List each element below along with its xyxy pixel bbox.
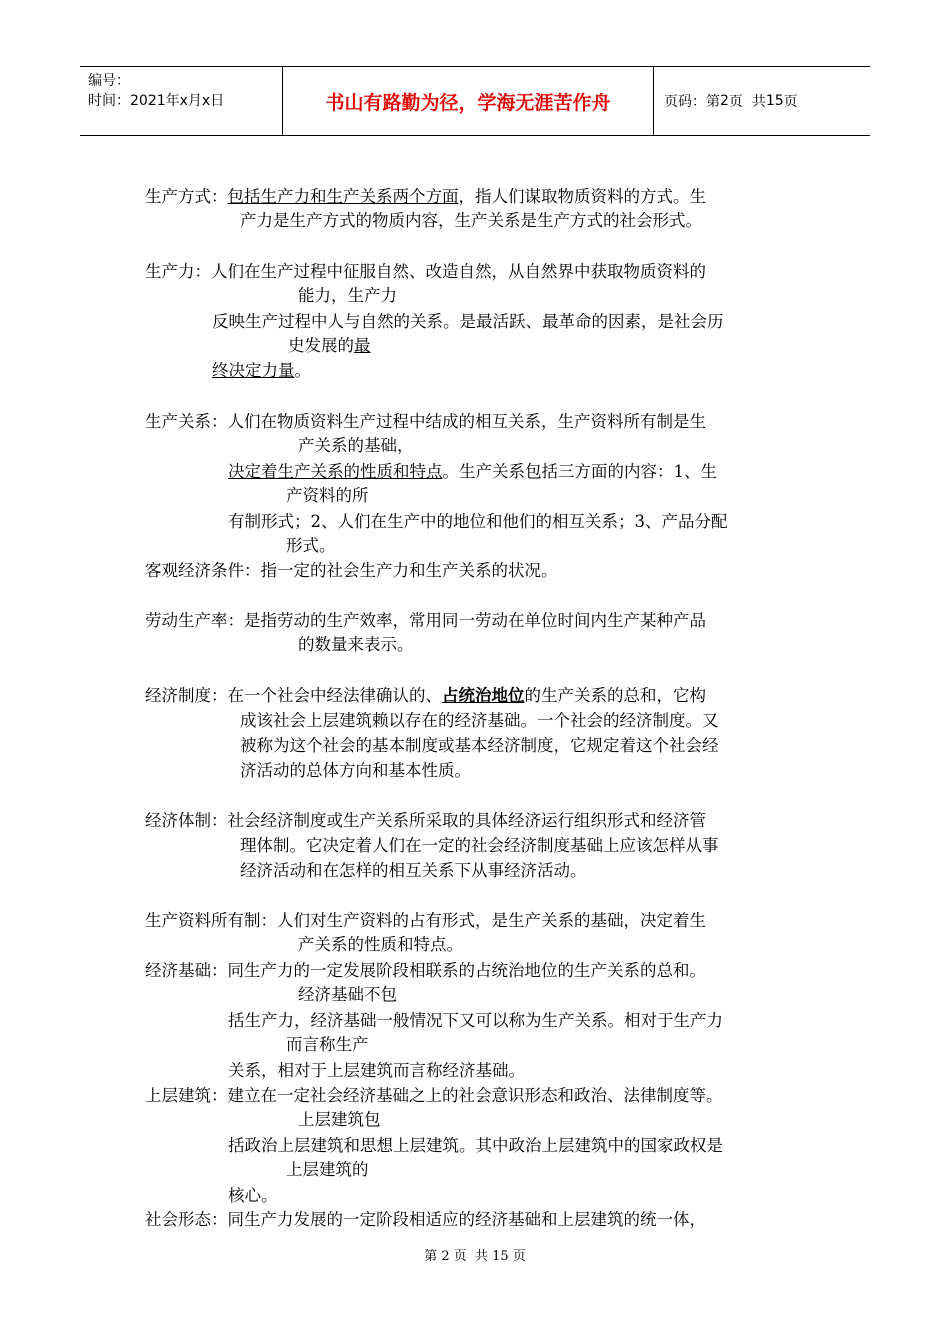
text-line: 史发展的最: [288, 336, 371, 355]
text-line: 有制形式；2、人们在生产中的地位和他们的相互关系；3、产品分配: [228, 512, 728, 531]
text-line: 能力，生产力: [298, 286, 397, 305]
text-line: 生产资料所有制：人们对生产资料的占有形式，是生产关系的基础，决定着生: [145, 911, 706, 930]
text-line: 经济基础：同生产力的一定发展阶段相联系的占统治地位的生产关系的总和。: [145, 961, 706, 980]
header-meta: [80, 67, 282, 135]
page-end: 页: [783, 94, 798, 110]
text-line: 客观经济条件：指一定的社会生产力和生产关系的状况。: [145, 561, 558, 580]
text-line: 括生产力，经济基础一般情况下又可以称为生产关系。相对于生产力: [228, 1011, 723, 1030]
text-line: 生产关系：人们在物质资料生产过程中结成的相互关系，生产资料所有制是生: [145, 412, 706, 431]
page-total: 15: [765, 93, 784, 109]
text-line: 上层建筑：建立在一定社会经济基础之上的社会意识形态和政治、法律制度等。: [145, 1086, 723, 1105]
page-label: 页码：第: [664, 94, 720, 110]
text-line: 经济基础不包: [298, 985, 397, 1004]
text-line: 生产力：人们在生产过程中征服自然、改造自然，从自然界中获取物质资料的: [145, 262, 706, 281]
text-line: 产关系的性质和特点。: [298, 935, 463, 954]
text-line: 的数量来表示。: [298, 635, 414, 654]
header-motto: 书山有路勤为径，学海无涯苦作舟: [282, 67, 654, 135]
page-header: [80, 66, 870, 136]
text-line: 济活动的总体方向和基本性质。: [240, 761, 471, 780]
text-line: 被称为这个社会的基本制度或基本经济制度，它规定着这个社会经: [240, 736, 719, 755]
text-line: 社会形态：同生产力发展的一定阶段相适应的经济基础和上层建筑的统一体，: [145, 1210, 706, 1229]
text-line: 括政治上层建筑和思想上层建筑。其中政治上层建筑中的国家政权是: [228, 1136, 723, 1155]
page-mid: 页 共: [728, 94, 766, 110]
text-line: 终决定力量。: [212, 361, 311, 380]
text-line: 产资料的所: [286, 486, 369, 505]
header-page-info: [654, 67, 870, 135]
footer-page-total: 15: [492, 1249, 509, 1264]
underlined-text: 终决定力量: [212, 361, 295, 380]
text-line: 核心。: [228, 1186, 278, 1205]
text-line: 反映生产过程中人与自然的关系。是最活跃、最革命的因素，是社会历: [212, 312, 724, 331]
footer-pre: 第: [424, 1249, 438, 1264]
text-line: 形式。: [286, 536, 336, 555]
text-line: 生产方式：包括生产力和生产关系两个方面，指人们谋取物质资料的方式。生: [145, 187, 706, 206]
text-line: 经济活动和在怎样的相互关系下从事经济活动。: [240, 861, 587, 880]
text-line: 产关系的基础，: [298, 436, 414, 455]
text-line: 经济体制：社会经济制度或生产关系所采取的具体经济运行组织形式和经济管: [145, 811, 706, 830]
text-line: 上层建筑的: [286, 1160, 369, 1179]
date-label: 时间：2021年x月x日: [88, 93, 225, 109]
text-line: 产力是生产方式的物质内容，生产关系是生产方式的社会形式。: [240, 211, 702, 230]
footer-post: 页: [512, 1249, 526, 1264]
page-footer: [0, 1245, 950, 1264]
underlined-text: 最: [354, 336, 371, 355]
text-line: 经济制度：在一个社会中经法律确认的、占统治地位的生产关系的总和，它构: [145, 686, 706, 705]
text-line: 理体制。它决定着人们在一定的社会经济制度基础上应该怎样从事: [240, 836, 719, 855]
bold-underlined-text: 占统治地位: [442, 686, 525, 705]
number-label: 编号：: [88, 73, 130, 89]
underlined-text: 包括生产力和生产关系两个方面: [227, 187, 459, 206]
text-line: 关系，相对于上层建筑而言称经济基础。: [228, 1061, 525, 1080]
footer-mid: 页 共: [453, 1249, 488, 1264]
text-line: 劳动生产率：是指劳动的生产效率，常用同一劳动在单位时间内生产某种产品: [145, 611, 706, 630]
text-line: 而言称生产: [286, 1035, 369, 1054]
text-line: 成该社会上层建筑赖以存在的经济基础。一个社会的经济制度。又: [240, 711, 719, 730]
underlined-text: 决定着生产关系的性质和特点: [228, 462, 443, 481]
footer-page-number: 2: [441, 1249, 450, 1264]
text-line: 上层建筑包: [298, 1110, 381, 1129]
text-line: 决定着生产关系的性质和特点。生产关系包括三方面的内容：1、生: [228, 462, 717, 481]
page-number: 2: [720, 93, 729, 109]
